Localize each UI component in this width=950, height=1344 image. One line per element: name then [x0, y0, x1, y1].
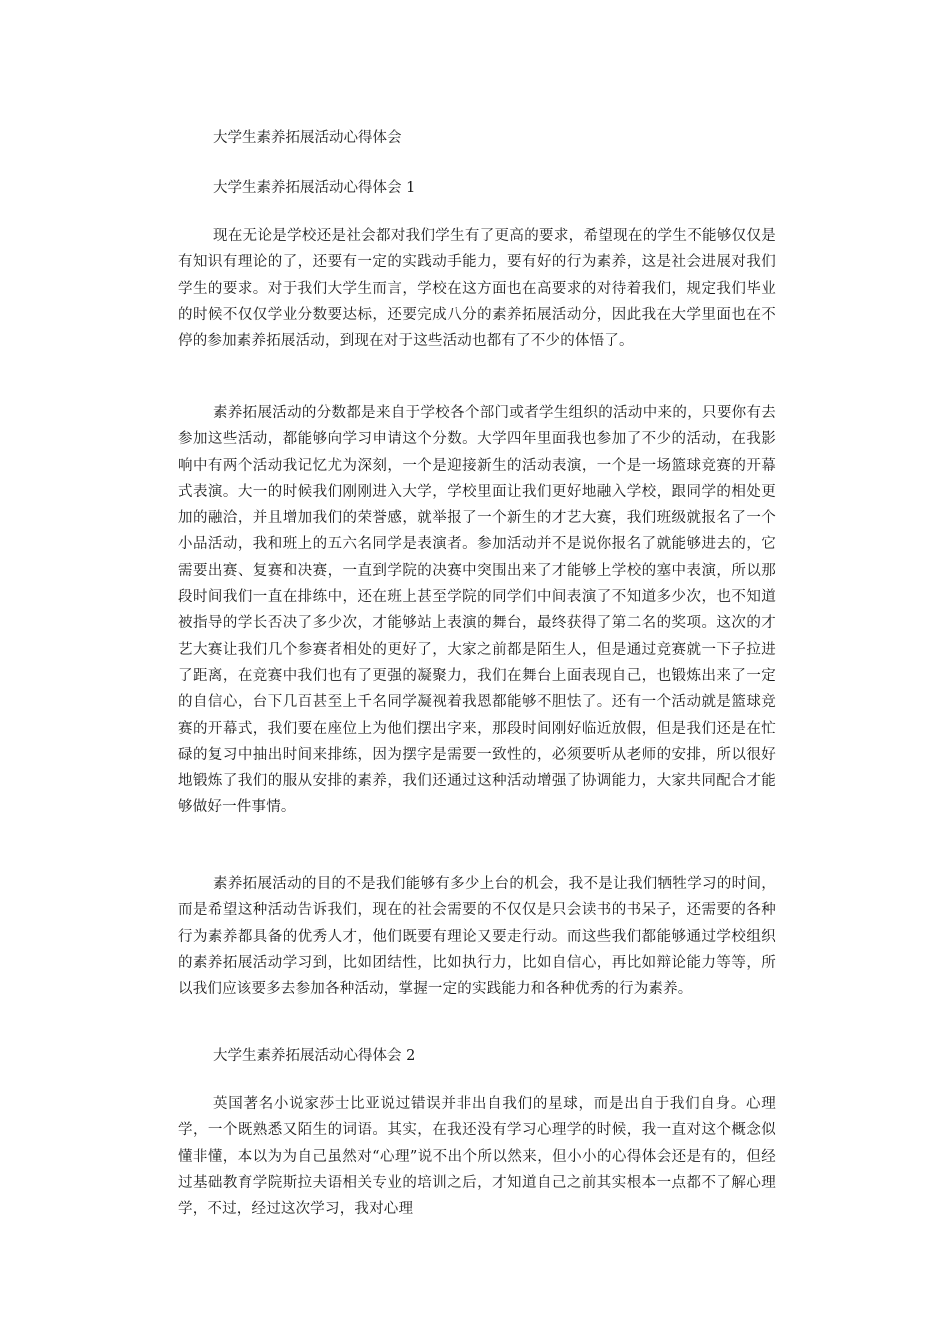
document-title: 大学生素养拓展活动心得体会	[213, 130, 402, 146]
paragraph: 现在无论是学校还是社会都对我们学生有了更高的要求，希望现在的学生不能够仅仅是有知识有理论的了，还要有一定的实践动手能力，要有好的行为素养，这是社会进展对我们学生的要求。对于我们大学生而言，学校在这方面也在高要求的对待着我们，规定我们毕业的时候不仅仅学业分数要达标，还要完成八分的素养拓展活动分，因此我在大学里面也在不停的参加素养拓展活动，到现在对于这些活动也都有了不少的体悟了。	[178, 228, 776, 350]
paragraph: 素养拓展活动的分数都是来自于学校各个部门或者学生组织的活动中来的，只要你有去参加这些活动，都能够向学习申请这个分数。大学四年里面我也参加了不少的活动，在我影响中有两个活动我记忆尤为深刻，一个是迎接新生的活动表演，一个是一场篮球竞赛的开幕式表演。大一的时候我们刚刚进入大学，学校里面让我们更好地融入学校，跟同学的相处更加的融洽，并且增加我们的荣誉感，就举报了一个新生的才艺大赛，我们班级就报名了一个小品活动，我和班上的五六名同学是表演者。参加活动并不是说你报名了就能够进去的，它需要出赛、复赛和决赛，一直到学院的决赛中突围出来了才能够上学校的塞中表演，所以那段时间我们一直在排练中，还在班上甚至学院的同学们中间表演了不知道多少次，也不知道被指导的学长否决了多少次，才能够站上表演的舞台，最终获得了第二名的奖项。这次的才艺大赛让我们几个参赛者相处的更好了，大家之前都是陌生人，但是通过竞赛就一下子拉进了距离，在竞赛中我们也有了更强的凝聚力，我们在舞台上面表现自己，也锻炼出来了一定的自信心，台下几百甚至上千名同学凝视着我恩都能够不胆怯了。还有一个活动就是篮球竞赛的开幕式，我们要在座位上为他们摆出字来，那段时间刚好临近放假，但是我们还是在忙碌的复习中抽出时间来排练，因为摆字是需要一致性的，必须要听从老师的安排，所以很好地锻炼了我们的服从安排的素养，我们还通过这种活动增强了协调能力，大家共同配合才能够做好一件事情。	[178, 405, 776, 816]
paragraph: 素养拓展活动的目的不是我们能够有多少上台的机会，我不是让我们牺牲学习的时间，而是希望这种活动告诉我们，现在的社会需要的不仅仅是只会读书的书呆子，还需要的各种行为素养都具备的优秀人才，他们既要有理论又要走行动。而这些我们都能够通过学校组织的素养拓展活动学习到，比如团结性，比如执行力，比如自信心，再比如辩论能力等等，所以我们应该要多去参加各种活动，掌握一定的实践能力和各种优秀的行为素养。	[178, 876, 776, 998]
section-heading-1: 大学生素养拓展活动心得体会 1	[213, 180, 416, 196]
paragraph: 英国著名小说家莎士比亚说过错误并非出自我们的星球，而是出自于我们自身。心理学，一个既熟悉又陌生的词语。其实，在我还没有学习心理学的时候，我一直对这个概念似懂非懂，本以为为自己虽然对“心理”说不出个所以然来，但小小的心得体会还是有的，但经过基础教育学院斯拉夫语相关专业的培训之后，才知道自己之前其实根本一点都不了解心理学，不过，经过这次学习，我对心理	[178, 1096, 776, 1218]
section-heading-2: 大学生素养拓展活动心得体会 2	[213, 1048, 416, 1064]
